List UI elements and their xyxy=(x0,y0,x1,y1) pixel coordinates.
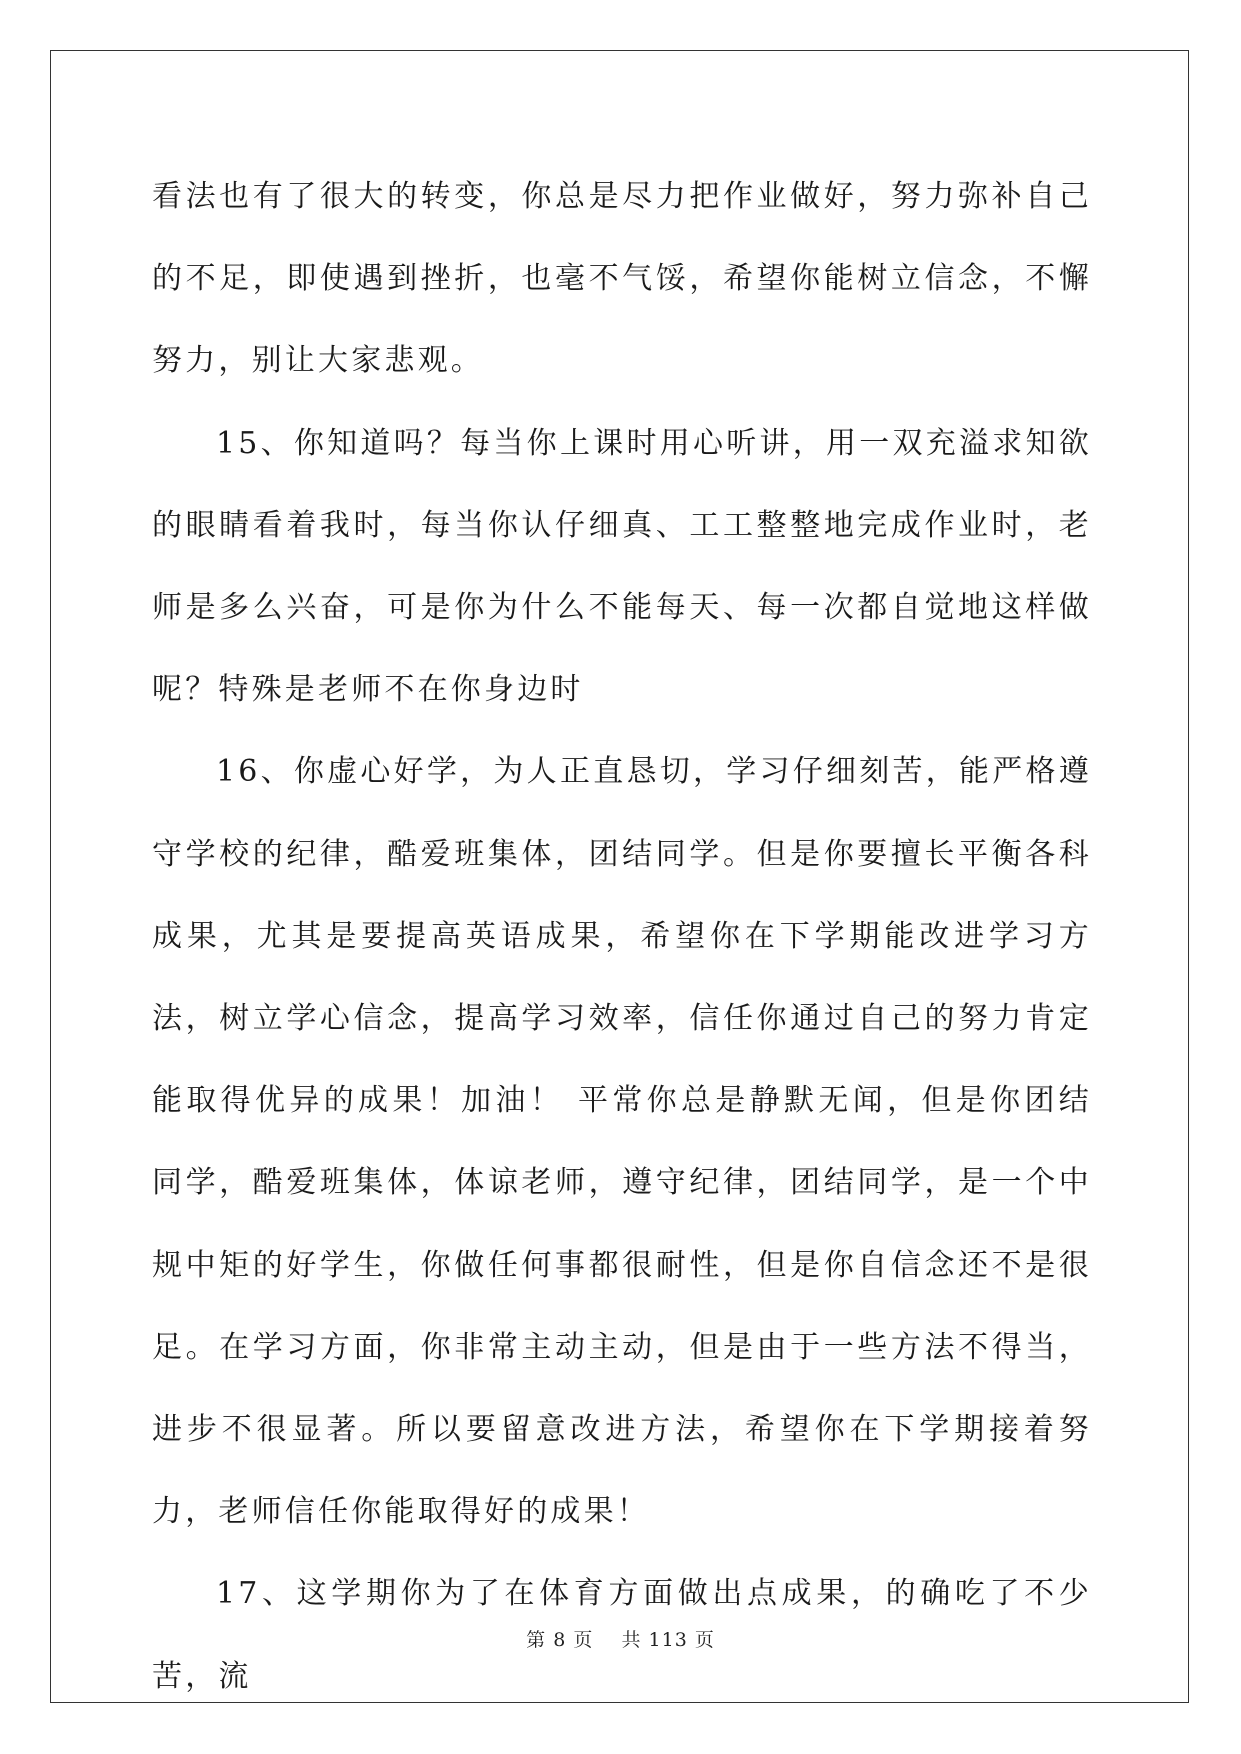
paragraph-item-17: 17、这学期你为了在体育方面做出点成果，的确吃了不少苦，流 xyxy=(152,1576,1092,1694)
page-footer xyxy=(0,1625,1241,1652)
paragraph-item-16: 16、你虚心好学，为人正直恳切，学习仔细刻苦，能严格遵守学校的纪律，酷爱班集体，团结同学。但是你要擅长平衡各科成果，尤其是要提高英语成果，希望你在下学期能改进学习方法，树立学心信念，提高学习效率，信任你通过自己的努力肯定能取得优异的成果！加油！ 平常你总是静默无闻，但是你团结同学，酷爱班集体，体谅老师，遵守纪律，团结同学，是一个中规中矩的好学生，你做任何事都很耐性，但是你自信念还不是很足。在学习方面，你非常主动主动，但是由于一些方法不得当，进步不很显著。所以要留意改进方法，希望你在下学期接着努力，老师信任你能取得好的成果！ xyxy=(152,754,1092,1530)
document-body xyxy=(152,156,1092,1718)
paragraph-item-15: 15、你知道吗？每当你上课时用心听讲，用一双充溢求知欲的眼睛看着我时，每当你认仔细真、工工整整地完成作业时，老师是多么兴奋，可是你为什么不能每天、每一次都自觉地这样做呢？特殊是老师不在你身边时 xyxy=(152,425,1092,708)
page-number: 第 8 页 共 113 页 xyxy=(526,1629,715,1651)
paragraph-continuation: 看法也有了很大的转变，你总是尽力把作业做好，努力弥补自己的不足，即使遇到挫折，也毫不气馁，希望你能树立信念，不懈努力，别让大家悲观。 xyxy=(152,179,1092,379)
